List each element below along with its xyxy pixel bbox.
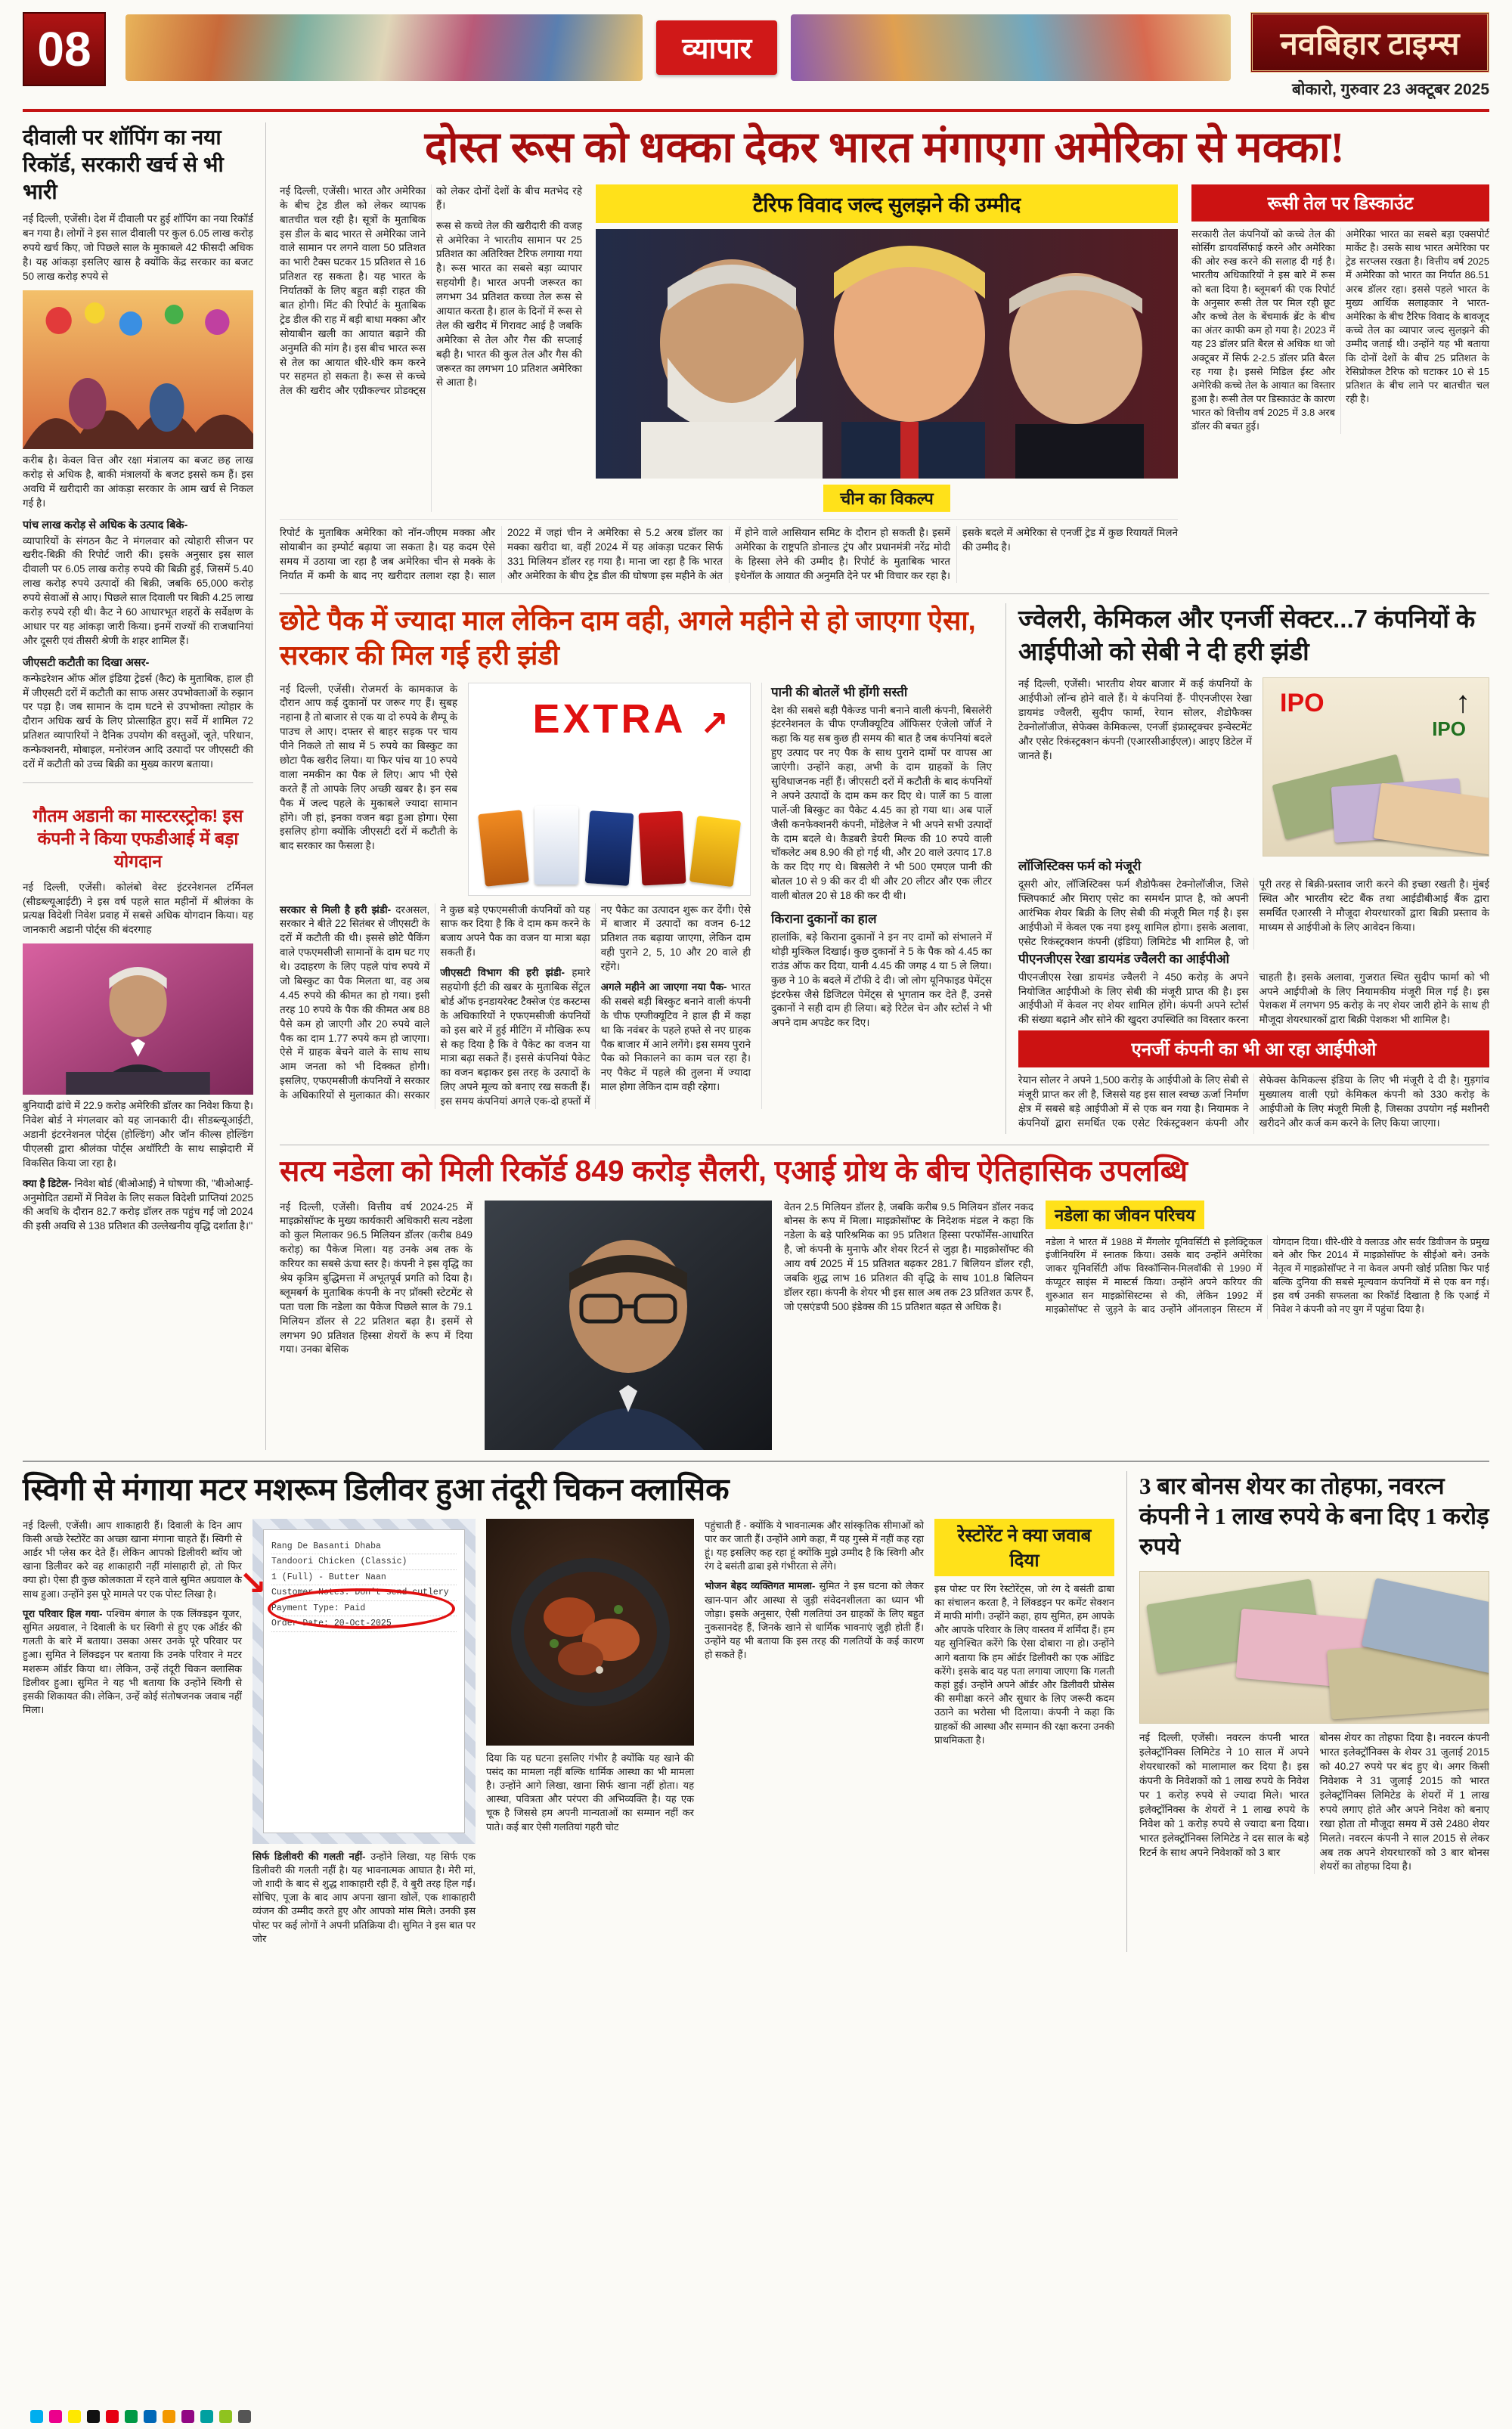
pack-columns <box>280 903 751 1109</box>
color-mark-teal <box>200 2410 213 2423</box>
currency-photo <box>1139 1571 1489 1724</box>
oil-para2: अमेरिका भारत का सबसे बड़ा एक्सपोर्ट मार्केट है। उसके साथ भारत अमेरिका पर ट्रेड सरप्लस रखता है। वित्तीय वर्ष 2025 में अमेरिका को भारत का निर्यात 86.51 अरब डॉलर रहा। इससे पहले भारत के मुख्य आर्थिक सलाहकार ने भारत-अमेरिका के बीच टैरिफ विवाद के बावजूद कच्चे तेल का व्यापार जल्द सुलझने की उम्मीद जताई थी। उन्होंने यह भी बताया कि दोनों देशों के बीच 25 प्रतिशत के रेसिप्रोकल टैरिफ को घटाकर 10 से 15 प्रतिशत के बीच लाने पर बातचीत चल रही है। <box>1346 228 1489 405</box>
swiggy-col4 <box>705 1519 924 1952</box>
product-packs <box>469 806 750 885</box>
receipt-line: Tandoori Chicken (Classic) <box>271 1554 457 1570</box>
ipo-sub2-text: पीएनजीएस रेखा डायमंड ज्वैलरी ने 450 करोड़ के अपने नियोजित आईपीओ के लिए सेबी की मंजूरी प्राप्त की है। इस आईपीओ में केवल नए शेयर शामिल होंगे। कंपनी अपने स्टोर्स की संख्या बढ़ाने और सोने की खुदरा उपस्थिति का विस्तार करना चाहती है। इसके अलावा, गुजरात स्थित सुदीप फार्मा को भी अपने आईपीओ के लिए नियामकीय मंजूरी मिल गई है। इस पेशकश में लगभग 95 करोड़ के नए शेयर जारी होने के साथ ही मौजूदा शेयरधारकों द्वारा बिक्री पेशकश भी शामिल है। <box>1018 971 1489 1026</box>
red-arrow-annotation: ↘ <box>239 1564 267 1602</box>
ipo-label-2: IPO <box>1432 717 1466 741</box>
swiggy-sub1-head: पूरा परिवार हिल गया- <box>23 1607 103 1619</box>
nadella-col1: नई दिल्ली, एजेंसी। वित्तीय वर्ष 2024-25 में माइक्रोसॉफ्ट के मुख्य कार्यकारी अधिकारी सत्य नडेला को कुल मिलाकर 96.5 मिलियन डॉलर (करीब 849 करोड़) का पैकेज मिला। यह उनके अब तक के करियर का सबसे ऊंचा स्तर है। कंपनी ने इस वृद्धि का श्रेय कृत्रिम बुद्धिमत्ता में अभूतपूर्व प्रगति को दिया है। ब्लूमबर्ग के मुताबिक कंपनी के नए प्रॉक्सी स्टेटमेंट से पता चला कि नडेला का पैकेज पिछले साल के 79.1 मिलियन डॉलर से 22 प्रतिशत बढ़ा है। इसमें से लगभग 90 प्रतिशत हिस्सा शेयरों के रूप में दिया गया। उनका बेसिक <box>280 1201 472 1355</box>
biscuit-pack <box>478 810 529 887</box>
masthead: नवबिहार टाइम्स <box>1250 12 1489 73</box>
swiggy-sub3-text: सुमित ने इस घटना को लेकर खान-पान और आस्था से जुड़ी संवेदनशीलता का ध्यान भी जोड़ा। इसके अनुसार, ऐसी गलतियां उन ग्राहकों के लिए बहुत नुकसानदेह हैं, जिनके खाने से धार्मिक भावनाएं जुड़ी होती हैं। उन्होंने यह भी बताया कि इस तरह की गलतियों के कई कारण हो सकते हैं। <box>705 1580 924 1661</box>
pack-sub3 <box>601 981 751 1095</box>
pack-row1 <box>280 683 751 896</box>
ipo-sub2-cols <box>1018 971 1489 1031</box>
bio-text: नडेला ने भारत में 1988 में मैंगलोर यूनिवर्सिटी से इलेक्ट्रिकल इंजीनियरिंग में स्नातक किया। उसके बाद उन्होंने अमेरिका जाकर यूनिवर्सिटी ऑफ विस्कॉन्सिन-मिलवॉकी से 1990 में कंप्यूटर साइंस में मास्टर्स किया। उन्होंने अपने करियर की शुरुआत सन माइक्रोसिस्टम्स से की, लेकिन 1992 में माइक्रोसॉफ्ट से जुड़ने के बाद उन्होंने ऑनलाइन सिस्टम में योगदान दिया। धीरे-धीरे वे क्लाउड और सर्वर डिवीजन के प्रमुख बने और फिर 2014 में माइक्रोसॉफ्ट के सीईओ बने। उनके नेतृत्व में माइक्रोसॉफ्ट ने ना केवल अपनी खोई प्रतिष्ठा फिर पाई बल्कि दुनिया की सबसे मूल्यवान कंपनियों में से एक बन गई। इस वर्ष उनकी सफलता का रिकॉर्ड दिखाता है कि एआई में निवेश ने कंपनी को नए युग में पहुंचा दिया है। <box>1046 1235 1489 1315</box>
energy-ipo-banner: एनर्जी कंपनी का भी आ रहा आईपीओ <box>1018 1030 1489 1067</box>
pack-headline: छोटे पैक में ज्यादा माल लेकिन दाम वही, अगले महीने से हो जाएगा ऐसा, सरकार की मिल गई हरी झंडी <box>280 605 976 671</box>
maize-para3: रिपोर्ट के मुताबिक अमेरिका को नॉन-जीएम मक्का और सोयाबीन का इम्पोर्ट बढ़ाया जा सकता है। यह कदम ऐसे समय में उठाया जा रहा है जब अमेरिका चीन से मक्के के निर्यात में कमी के बाद नए खरीदार तलाश रहा है। साल 2022 में जहां चीन ने अमेरिका से 5.2 अरब डॉलर का मक्का खरीदा था, वहीं 2024 में यह आंकड़ा घटकर सिर्फ 331 मिलियन डॉलर रह गया है। माना जा रहा है कि भारत और अमेरिका के बीच ट्रेड डील की घोषणा इस महीने के अंत में होने वाले आसियान समिट के दौरान हो सकती है। इसमें अमेरिका के राष्ट्रपति डोनाल्ड ट्रंप और प्रधानमंत्री नरेंद्र मोदी के हिस्सा लेने की उम्मीद है। रिपोर्ट के मुताबिक भारत इथेनॉल के आयात की अनुमति देने पर भी विचार कर रहा है। इसके बदले में अमेरिका से एनर्जी ट्रेड में कुछ रियायतें मिलने की उम्मीद है। <box>280 526 1178 581</box>
shampoo-pack <box>585 810 634 886</box>
color-mark-magenta <box>49 2410 62 2423</box>
extra-label: EXTRA <box>532 696 686 742</box>
pack-sub1-head: सरकार से मिली है हरी झंडी- <box>280 903 392 916</box>
swiggy-body <box>23 1519 1114 1952</box>
ipo-sub1-cols <box>1018 878 1489 949</box>
shopping-photo <box>23 290 253 449</box>
article-ipo-sebi <box>1005 603 1489 1133</box>
nadella-headline: सत्य नडेला को मिली रिकॉर्ड 849 करोड़ सैलरी, एआई ग्रोथ के बीच ऐतिहासिक उपलब्धि <box>280 1154 1188 1188</box>
masthead-column <box>1250 12 1489 100</box>
adani-subhead: क्या है डिटेल- <box>23 1177 72 1189</box>
up-arrow-icon: ↗ <box>699 703 729 743</box>
color-mark-black <box>87 2410 100 2423</box>
swiggy-col4-text: पहुंचाती हैं - क्योंकि ये भावनात्मक और सांस्कृतिक सीमाओं को पार कर जाती हैं। उन्होंने आगे कहा, मैं यह गुस्से में नहीं कह रहा हूं। यह इसलिए कह रहा हूं क्योंकि मुझे उम्मीद है कि स्विगी और रंग दे बसंती ढाबा इसे गंभीरता से लेंगे। <box>705 1519 924 1572</box>
diwali-subhead2: जीएसटी कटौती का दिखा असर- <box>23 656 150 669</box>
oil-discount-banner: रूसी तेल पर डिस्काउंट <box>1191 184 1489 222</box>
pack-sub1-text: दरअसल, सरकार ने बीते 22 सितंबर से जीएसटी के दरों में कटौती की थी। इससे छोटे पैकिंग वाले एफएमसीजी सामानों के दाम घट गए थे। उदाहरण के लिए पहले पांच रुपये में जो बिस्कुट का पैक मिलता था, वह अब 4.45 रुपये की कीमत का हो गया। इसी तरह 10 रुपये के पैक की कीमत अब 88 पैसे कम हो जाएगी और 20 रुपये वाले पैक का दाम 1.77 रुपये कम हो जाएगा। ऐसे में ग्राहक बेचने वाले के साथ साथ आम जनता को भी दिक्कत होगी। इसलिए, एफएमसीजी कंपनियों ने सरकार के अधिकारियों से मुलाकात की। सरकार ने कुछ बड़े एफएमसीजी कंपनियों को यह साफ कर दिया है कि वे दाम कम करने के बजाय अपने पैक का वजन या मात्रा बढ़ा सकती हैं। <box>280 903 590 1101</box>
color-mark-purple <box>181 2410 194 2423</box>
adani-kicker: गौतम अडानी का मास्टरस्ट्रोक! इस कंपनी ने किया एफडीआई में बड़ा योगदान <box>33 805 243 871</box>
article-small-packs <box>280 603 992 1133</box>
swiggy-sub2-text: उन्होंने लिखा, यह सिर्फ एक डिलीवरी की गलती नहीं है। यह भावनात्मक आघात है। मेरी मां, जो शादी के बाद से शुद्ध शाकाहारी रही हैं, वे बुरी तरह हिल गईं। सोचिए, पूजा के बाद आप अपना खाना खोलें, एक शाकाहारी व्यंजन की उम्मीद करते हुए और आपको मांस मिले। उनकी इस पोस्ट पर कई लोगों ने अपनी प्रतिक्रिया दी। सुमित ने इस बात पर जोर <box>253 1850 476 1944</box>
receipt-line: Customer Notes: Don't send cutlery <box>271 1585 457 1601</box>
maize-para2: रूस से कच्चे तेल की खरीदारी की वजह से अमेरिका ने भारतीय सामान पर 25 प्रतिशत का अतिरिक्त टैरिफ लगाया गया है। रूस भारत का सबसे बड़ा व्यापार सहयोगी है। भारत अपनी जरूरत का लगभग 34 प्रतिशत कच्चा तेल रूस से आयात करता है। हाल के दिनों में रूस से तेल की खरीद में गिरावट आई है जबकि अमेरिका से तेल और गैस की सप्लाई बढ़ी है। भारत की कुल तेल और गैस की जरूरत का लगभग 10 प्रतिशत अमेरिका से आता है। <box>436 219 582 389</box>
oil-discount-text <box>1191 228 1489 434</box>
pack-main <box>280 683 751 1109</box>
ipo-para1: नई दिल्ली, एजेंसी। भारतीय शेयर बाजार में कई कंपनियों के आईपीओ लॉन्च होने वाले हैं। ये कंपनियां हैं- पीएनजीएस रेखा डायमंड ज्वैलरी, सुदीप फार्मा, रेयान सोलर, शैडोफैक्स टेक्नोलॉजीज, सेफेक्स केमिकल्स, एनर्जी इंफ्रास्ट्रक्चर इन्वेस्टमेंट और एसेट रिकंस्ट्रक्शन कंपनी (एआरसीआईएल)। आइए डिटेल में जानते हैं। <box>1018 678 1252 761</box>
article-maize-trade <box>280 124 1489 583</box>
ipo-red-cols <box>1018 1074 1489 1134</box>
article-nadella-salary <box>280 1145 1489 1450</box>
diwali-headline: दीवाली पर शॉपिंग का नया रिकॉर्ड, सरकारी खर्च से भी भारी <box>23 125 224 203</box>
maize-para1: नई दिल्ली, एजेंसी। भारत और अमेरिका के बीच ट्रेड डील को लेकर व्यापक बातचीत चल रही है। सूत्रों के मुताबिक इस डील के बाद भारत से अमेरिका जाने वाले सामान पर लगने वाला 50 प्रतिशत का भारी टैक्स घटकर 15 प्रतिशत से 16 प्रतिशत रह सकता है। यह भारत के निर्यातकों के लिए बहुत बड़ी राहत की बात होगी। मिंट की रिपोर्ट के मुताबिक ट्रेड डील की राह में बड़ी बाधा मक्का और सोयाबीन खली का आयात बढ़ाने की अनुमति की मांग है। इस बीच भारत रूस से तेल का आयात धीरे-धीरे कम करने पर सहमत हो सकता है। रूस से कच्चे तेल की खरीद और एग्रीकल्चर प्रोडक्ट्स को लेकर दोनों देशों के बीच मतभेद रहे हैं। <box>280 184 582 397</box>
color-mark-green <box>125 2410 138 2423</box>
maize-center <box>596 184 1178 512</box>
restaurant-reply-text: इस पोस्ट पर रिंग रेस्टोरेंट्स, जो रंग दे बसंती ढाबा का संचालन करता है, ने लिंक्डइन पर कमेंट सेक्शन में माफी मांगी। उन्होंने कहा, हाय सुमित, हम आपके और आपके परिवार के लिए वास्तव में शर्मिंदा हैं। हम यह सुनिश्चित करेंगे कि ऐसा दोबारा ना हो। उन्होंने आगे बताया कि हम ऑर्डर डिलीवरी का एक ऑडिट करेंगे। इसके बाद यह पता लगाया जाएगा कि गलती कहां हुई। उन्होंने अपने ऑर्डर और डिलीवरी प्रोसेस की समीक्षा करने और सुधार के लिए जरूरी कदम उठाने का भरोसा भी दिलाया। कंपनी ने कहा कि ग्राहकों की आस्था और सम्मान की रक्षा करना उनकी प्राथमिकता है। <box>934 1582 1114 1746</box>
soap-pack <box>534 806 578 885</box>
adani-photo <box>23 943 253 1095</box>
ipo-headline: ज्वेलरी, केमिकल और एनर्जी सेक्टर...7 कंपनियों के आईपीओ को सेबी ने दी हरी झंडी <box>1018 605 1476 666</box>
namkeen-pack <box>639 810 686 885</box>
kirana-head: किराना दुकानों का हाल <box>771 912 877 927</box>
pack-body <box>280 683 992 1109</box>
ipo-label: IPO <box>1280 689 1325 718</box>
swiggy-headline: स्विगी से मंगाया मटर मशरूम डिलीवर हुआ तंदूरी चिकन क्लासिक <box>23 1471 730 1507</box>
color-mark-blue <box>144 2410 156 2423</box>
pack-sub2-head: जीएसटी विभाग की हरी झंडी- <box>440 967 565 979</box>
article-adani-fdi <box>23 782 253 1234</box>
receipt-paper <box>263 1529 465 1833</box>
growth-arrow-icon: ↑ <box>1455 686 1470 720</box>
swiggy-intro: नई दिल्ली, एजेंसी। आप शाकाहारी हैं। दिवाली के दिन आप किसी अच्छे रेस्टोरेंट का अच्छा खाना मंगाना चाहते हैं। स्विगी से आर्डर भी प्लेस कर देते हैं। लेकिन आपको डिलीवरी ब्वॉय जो खाना डिलीवर करे वह शाकाहारी नहीं मांसाहारी हो, तो फिर क्या हो। ऐसा ही कुछ कोलकाता में रहने वाले सुमित अग्रवाल के साथ हुआ। उन्होंने इस पूरे मामले पर एक पोस्ट लिखा है। <box>23 1519 242 1600</box>
pack-sub3-head: अगले महीने आ जाएगा नया पैक- <box>600 981 727 993</box>
swiggy-col5 <box>934 1519 1114 1952</box>
left-column <box>23 122 266 1450</box>
maize-headline: दोस्त रूस को धक्का देकर भारत मंगाएगा अमेरिका से मक्का! <box>424 124 1345 172</box>
bonus-headline: 3 बार बोनस शेयर का तोहफा, नवरत्न कंपनी ने 1 लाख रुपये के बना दिए 1 करोड़ रुपये <box>1139 1472 1489 1560</box>
receipt-line: Order Date: 20-Oct-2025 <box>271 1616 457 1632</box>
collage-photo-left <box>125 14 643 81</box>
maize-below-text <box>280 519 1178 584</box>
diwali-para4: कन्फेडरेशन ऑफ ऑल इंडिया ट्रेडर्स (कैट) के मुताबिक, हाल ही में जीएसटी दरों में कटौती का साफ असर उपभोक्ताओं के रुझान पर पड़ा है। जब सामान के दाम घटने से उपभोक्ता त्योहार के दौरान अधिक खर्च के लिए प्रोत्साहित हुए। सर्वे में शामिल 72 प्रतिशत व्यापारियों ने दैनिक उपयोग की वस्तुओं, जूते, परिधान, कन्फेक्शनरी, मोबाइल, मनोरंजन आदि उत्पादों पर जीएसटी की दरों में कटौती को उच्च बिक्री का मुख्य कारण बताया। <box>23 672 253 770</box>
color-mark-gray <box>238 2410 251 2423</box>
chips-pack <box>689 815 741 886</box>
kirana-text: हालांकि, बड़े किराना दुकानों ने इन नए दामों को संभालने में थोड़ी मुश्किल दिखाई। कुछ दुकानों ने 5 के पैक को 4.45 का राउंड ऑफ कर दिया, यानी 4.45 की जगह 4 या 5 ले लिया। कुछ ने 10 के बदले में टॉफी दे दी। जो लोग यूनिफाइड पेमेंट्स इंटरफेस जैसे डिजिटल पेमेंट्स से भुगतान कर देते हैं, उनसे दुकानों ने सही दाम ही लिया। बड़े रिटेल चेन और स्टोर्स ने भी अपने दाम अपडेट कर दिए। <box>771 931 992 1029</box>
color-mark-yellow <box>68 2410 81 2423</box>
nadella-bio-sidebar <box>1046 1201 1489 1450</box>
section-label: व्यापार <box>656 20 777 75</box>
bonus-columns <box>1139 1731 1489 1874</box>
oil-para1: सरकारी तेल कंपनियों को कच्चे तेल की सोर्सिंग डायवर्सिफाई करने और अमेरिका की ओर रुख करने की सलाह दी गई है। भारतीय अधिकारियों ने इस बारे में रूस को बता दिया है। ब्लूमबर्ग की एक रिपोर्ट के अनुसार रूसी तेल पर मिल रही छूट और कच्चे तेल के बेंचमार्क ब्रेंट के बीच का अंतर काफी कम हो गया है। 2023 में यह 23 डॉलर प्रति बैरल से अधिक था जो अक्टूबर में सिर्फ 2-2.5 डॉलर प्रति बैरल रह गया है। इससे मिडिल ईस्ट और अमेरिकी कच्चे तेल के आयात का विस्तार हुआ है। रूसी तेल पर डिस्काउंट के कारण भारत को वित्तीय वर्ष 2025 में 3.8 अरब डॉलर की बचत हुई। <box>1191 228 1335 432</box>
color-mark-cyan <box>30 2410 43 2423</box>
maize-left-text <box>280 184 582 512</box>
receipt-line: Rang De Basanti Dhaba <box>271 1539 457 1555</box>
swiggy-sub2-head: सिर्फ डिलीवरी की गलती नहीं- <box>253 1850 366 1862</box>
bonus-col1: नई दिल्ली, एजेंसी। नवरत्न कंपनी भारत इलेक्ट्रॉनिक्स लिमिटेड ने 10 साल में अपने शेयरधारकों को मालामाल कर दिया है। इस कंपनी के निवेशकों को 1 लाख रुपये के निवेश पर 1 करोड़ रुपये से ज्यादा मिले। भारत इलेक्ट्रॉनिक्स के शेयरों ने 1 लाख रुपये के निवेश को 1 करोड़ रुपये से ज्यादा बना दिया। भारत इलेक्ट्रॉनिक्स लिमिटेड ने दस साल के बड़े रिटर्न के साथ अपने निवेशकों को 3 बार <box>1139 1732 1309 1858</box>
diwali-subhead1: पांच लाख करोड़ से अधिक के उत्पाद बिके- <box>23 519 188 531</box>
page-header <box>0 0 1512 100</box>
swiggy-sub3-head: भोजन बेहद व्यक्तिगत मामला- <box>705 1580 816 1592</box>
bio-head: नडेला का जीवन परिचय <box>1046 1201 1204 1229</box>
dateline: बोकारो, गुरुवार 23 अक्टूबर 2025 <box>1291 81 1489 98</box>
diwali-para1: नई दिल्ली, एजेंसी। देश में दीवाली पर हुई शॉपिंग का नया रिकॉर्ड बन गया है। लोगों ने इस साल दीवाली पर कुल 6.05 लाख करोड़ रुपये खर्च किए, जो पिछले साल के मुकाबले 42 फीसदी अधिक है। यह आंकड़ा इसलिए खास है क्योंकि केंद्र सरकार का बजट 50 लाख करोड़ रुपये से <box>23 213 253 283</box>
swiggy-sub2 <box>253 1850 476 1946</box>
diwali-para3: व्यापारियों के संगठन कैट ने मंगलवार को त्योहारी सीजन पर खरीद-बिक्री की रिपोर्ट जारी की। इसके अनुसार इस साल दीवाली पर 6.05 लाख करोड़ रुपये की बिक्री हुई, जिसमें 5.40 लाख करोड़ रुपये उत्पादों की बिक्री, जबकि 65,000 करोड़ रुपये सेवाओं से आए। पिछले साल दिवाली पर बिक्री 4.25 लाख करोड़ रुपये रही थी। कैट ने 60 आधारभूत शहरों के सर्वेक्षण के आधार पर यह आंकड़ा जारी किया। इनमें राज्यों की राजधानियां और दूसरी एवं तीसरी श्रेणी के शहर शामिल हैं। <box>23 534 253 646</box>
article-swiggy-order <box>23 1471 1114 1953</box>
ipo-sub1-head: लॉजिस्टिक्स फर्म को मंजूरी <box>1018 859 1142 874</box>
diwali-para2: करीब है। केवल वित्त और रक्षा मंत्रालय का बजट छह लाख करोड़ से अधिक है, बाकी मंत्रालयों के बजट इससे कम हैं। इस अवधि में खरीदारी का आंकड़ा सरकार के आम खर्च से निकल गई है। <box>23 454 253 509</box>
red-circle-annotation <box>268 1588 455 1629</box>
extra-pack-photo <box>468 683 751 896</box>
receipt-line: Payment Type: Paid <box>271 1601 457 1617</box>
nadella-col2: वेतन 2.5 मिलियन डॉलर है, जबकि करीब 9.5 मिलियन डॉलर नकद बोनस के रूप में मिला। माइक्रोसॉफ्ट के निदेशक मंडल ने कहा कि नडेला के बड़े पारिश्रमिक का 95 प्रतिशत हिस्सा परफॉर्मेंस-आधारित है, जो कंपनी के मुनाफे और शेयर रिटर्न से जुड़ा है। माइक्रोसॉफ्ट की आय वर्ष 2025 में 15 प्रतिशत बढ़कर 281.7 बिलियन डॉलर रही, जबकि शुद्ध लाभ 16 प्रतिशत की वृद्धि के साथ 101.8 बिलियन डॉलर रहा। कंपनी के शेयर भी इस साल अब तक 23 प्रतिशत ऊपर हैं, जो एसएंडपी 500 इंडेक्स की 15 प्रतिशत बढ़त से अधिक है। <box>784 1201 1033 1312</box>
swiggy-sub3 <box>705 1579 924 1662</box>
adani-para2: बुनियादी ढांचे में 22.9 करोड़ अमेरिकी डॉलर का निवेश किया है। निवेश बोर्ड ने मंगलवार को यह जानकारी दी। सीडब्ल्यूआईटी, अडानी इंटरनेशनल पोर्ट्स (होल्डिंग) और जॉन कील्स होल्डिंग पीएलसी द्वारा श्रीलंका पोर्ट्स अथॉरिटी के साथ साझेदारी में विकसित किया जा रहा है। <box>23 1100 253 1169</box>
bio-cols <box>1046 1235 1489 1319</box>
pack-sub3-text: भारत की सबसे बड़ी बिस्कुट बनाने वाली कंपनी के चीफ एग्जीक्यूटिव ने हाल ही में कहा था कि नवंबर के पहले हफ्ते से नए ग्राहक पैक बाजार में आने लगेंगे। इस समय पुराने पैक को निकालने का काम चल रहा है। नए पैकेट में पहले की तुलना में ज्यादा माल होगा लेकिन दाम वही रहेगा। <box>600 981 751 1093</box>
tariff-banner: टैरिफ विवाद जल्द सुलझने की उम्मीद <box>596 184 1178 223</box>
print-color-marks <box>30 2410 251 2423</box>
currency-note <box>1374 783 1489 857</box>
pack-sub2-text: हमारे सहयोगी ईटी की खबर के मुताबिक सेंट्रल बोर्ड ऑफ इनडायरेक्ट टैक्सेज एंड कस्टम्स के अधिकारियों ने एफएमसीजी कंपनियों को इस बारे में हुई मीटिंग में मौखिक रूप से कह दिया है कि वे पैकेट का वजन या मात्रा बढ़ा सकते हैं। इससे कंपनियां पैकेट का वजन बढ़ाकर इस तरह के उत्पादों के लिए अपने मूल्य को बनाए रख सकती हैं। इस समय कंपनियां अगले एक-दो हफ्तों में नए पैकेट का उत्पादन शुरू कर देंगी। ऐसे में बाजार में उत्पादों का वजन 6-12 प्रतिशत तक बढ़ाया जाएगा, लेकिन दाम वही पुराने 2, 5, 10 और 20 वाले ही रहेंगे। <box>440 903 751 1108</box>
swiggy-col2 <box>239 1519 476 1952</box>
nadella-photo <box>485 1201 772 1450</box>
page-content <box>0 112 1512 1952</box>
ipo-top <box>1018 677 1489 857</box>
collage-photo-right <box>791 14 1231 81</box>
ipo-sub2-head: पीएनजीएस रेखा डायमंड ज्वैलरी का आईपीओ <box>1018 951 1229 966</box>
swiggy-col3 <box>486 1519 694 1952</box>
leaders-photo-caption: चीन का विकल्प <box>823 485 950 512</box>
color-mark-red <box>106 2410 119 2423</box>
receipt-line: 1 (Full) - Butter Naan <box>271 1570 457 1586</box>
adani-para3: निवेश बोर्ड (बीओआई) ने घोषणा की, ''बीओआई-अनुमोदित उद्यमों में निवेश के लिए सकल विदेशी प्राप्तियां 2025 की अवधि के दौरान 82.7 करोड़ डॉलर तक पहुंच गईं जो 2024 की इसी अवधि से 138 प्रतिशत की उल्लेखनीय वृद्धि दर्शाता है।'' <box>23 1177 253 1232</box>
mid-row <box>280 593 1489 1133</box>
bottom-row <box>23 1461 1489 1953</box>
swiggy-sub1 <box>23 1607 242 1718</box>
swiggy-sub1-text: पश्चिम बंगाल के एक लिंक्डइन यूजर, सुमित अग्रवाल, ने दिवाली के घर स्विगी से हुए एक ऑर्डर की गलती के बारे में बताया। उसका असर उनके पूरे परिवार पर हुआ। सुमित ने लिंक्डइन पर बताया कि उनके परिवार ने मटर मशरूम ऑर्डर किया था। लेकिन, उन्हें तंदूरी चिकन क्लासिक डिलीवर हुआ। सुमित ने यह भी बताया कि उन्होंने स्विगी से इसकी शिकायत की। लेकिन, उन्हें कोई संतोषजनक जवाब नहीं मिला। <box>23 1607 242 1716</box>
swiggy-col1 <box>23 1519 242 1952</box>
water-head: पानी की बोतलें भी होंगी सस्ती <box>771 684 908 699</box>
water-text: देश की सबसे बड़ी पैकेज्ड पानी बनाने वाली कंपनी, बिसलेरी इंटरनेशनल के चीफ एग्जीक्यूटिव ऑफिसर एंजेलो जॉर्ज ने कहा कि यह सब कुछ ही समय की बात है जब कंपनियां बदले हुए उत्पाद पर नए पैक के साथ पुराने दामों पर वापस आ जाएंगी। उन्होंने कहा, अभी के दाम ग्राहकों के लिए सुविधाजनक नहीं हैं। जीएसटी दरों में कटौती के बाद कंपनियों ने अपने उत्पादों के दाम कम कर दिए थे। पार्ले का 5 वाला पार्ले-जी बिस्कुट का पैकेट 4.45 का हो गया था। अब पार्ले जैसी कनफेक्शनरी कंपनी, मोंडेलेज ने भी अपने सभी उत्पादों के दाम बदले थे। कैडबरी डेयरी मिल्क की 10 रुपये वाली चॉकलेट अब 8.90 की हो गई थी, और 20 वाले उत्पाद 17.8 के कर दिए गए थे। बिसलेरी ने भी 500 एमएल पानी की बोतल 10 से 9 की कर दी थी और 20 लीटर और एक लीटर वाली बोतल 20 से 18 की कर दी थी। <box>771 704 992 902</box>
page-number: 08 <box>23 12 106 86</box>
color-mark-orange <box>163 2410 175 2423</box>
article-diwali-shopping <box>23 124 253 772</box>
restaurant-reply-head: रेस्टोरेंट ने क्या जवाब दिया <box>934 1519 1114 1576</box>
leaders-photo <box>596 229 1178 479</box>
right-area <box>280 122 1489 1450</box>
bonus-col2: बोनस शेयर का तोहफा दिया है। नवरत्न कंपनी भारत इलेक्ट्रॉनिक्स के शेयर 31 जुलाई 2015 को 40.27 रुपये पर बंद हुए थे। अगर किसी निवेशक ने 31 जुलाई 2015 को भारत इलेक्ट्रॉनिक्स लिमिटेड के शेयरों में 1 लाख रुपये लगाए होते और अपने निवेश को बनाए रखा होता तो मौजूदा समय में उसे 2480 शेयर मिलते। नवरत्न कंपनी ने साल 2015 से लेकर अब तक अपने शेयरधारकों को 3 बार बोनस शेयरों का तोहफा दिया है। <box>1319 1732 1489 1873</box>
ipo-photo <box>1263 677 1489 857</box>
color-mark-lime <box>219 2410 232 2423</box>
ipo-sub1-text: दूसरी ओर, लॉजिस्टिक्स फर्म शैडोफैक्स टेक्नोलॉजीज, जिसे फ्लिपकार्ट और मिराए एसेट का समर्थन प्राप्त है, को अपनी आरंभिक शेयर बिक्री के लिए सेबी की मंजूरी मिल गई है। इस आईपीओ में केवल एक नया इश्यू शामिल होगा। इसके अलावा, एसेट रिकंस्ट्रक्शन कंपनी (इंडिया) लिमिटेड भी शामिल है, जो पूरी तरह से बिक्री-प्रस्ताव जारी करने की इच्छा रखती है। मुंबई स्थित और भारतीय स्टेट बैंक तथा आईडीबीआई बैंक द्वारा समर्थित एआरसी ने मौजूदा शेयरधारकों द्वारा बिक्री प्रस्ताव के माध्यम से आईपीओ के लिए आवेदन किया। <box>1018 878 1489 947</box>
nadella-body <box>280 1201 1489 1450</box>
pack-para1: नई दिल्ली, एजेंसी। रोजमर्रा के कामकाज के दौरान आप कई दुकानों पर जरूर गए हैं। सुबह नहाना है तो बाजार से एक या दो रुपये के शैम्पू के पाउच ले आए। दफ्तर से बाहर सड़क पर चाय पीने निकले तो साथ में 5 रुपये का बिस्कुट का छोटा पैक खरीद लिया। या फिर पांच या 10 रुपये वाला नमकीन का पैक ले लिए। आप भी ऐसे करते हैं तो आपके लिए अच्छी खबर है। इन सब पैक में जल्द पहले के मुकाबले ज्यादा सामान होंगे। जी हां, इनका वजन बढ़ा हुआ होगा। ऐसा इसलिए होगा क्योंकि जीएसटी दरों में कटौती के बाद सरकार का फैसला है। <box>280 683 457 852</box>
ipo-red-text: रेयान सोलर ने अपने 1,500 करोड़ के आईपीओ के लिए सेबी से मंजूरी प्राप्त कर ली है, जिससे यह इस साल स्वच्छ ऊर्जा निर्माण क्षेत्र में सबसे बड़े आईपीओ में से एक बन गया है। नियामक ने कंपनियों द्वारा समर्थित एक एसेट रिकंस्ट्रक्शन कंपनी और सेफेक्स केमिकल्स इंडिया के लिए भी मंजूरी दे दी है। गुड़गांव मुख्यालय वाली एग्रो केमिकल कंपनी को 330 करोड़ के आईपीओ के लिए मंजूरी मिली है, जिसका उपयोग नई मशीनरी खरीदने और कर्ज कम करने के लिए किया जाएगा। <box>1018 1074 1489 1129</box>
maize-grid <box>280 184 1489 584</box>
article-bonus-shares <box>1126 1471 1489 1953</box>
adani-para1: नई दिल्ली, एजेंसी। कोलंबो वेस्ट इंटरनेशनल टर्मिनल (सीडब्ल्यूआईटी) ने इस वर्ष पहले सात महीनों में श्रीलंका के प्रत्यक्ष विदेशी निवेश प्रवाह में सबसे अधिक योगदान किया। यह जानकारी अडानी पोर्ट्स की बंदरगाह <box>23 881 253 936</box>
pack-right-column <box>761 683 992 1109</box>
header-collage <box>125 12 1231 83</box>
food-photo <box>486 1519 694 1746</box>
swiggy-col3-text: दिया कि यह घटना इसलिए गंभीर है क्योंकि यह खाने की पसंद का मामला नहीं बल्कि धार्मिक आस्था का भी मामला है। उन्होंने आगे लिखा, खाना सिर्फ खाना नहीं होता। यह आस्था, पवित्रता और परंपरा की अभिव्यक्ति है। यह एक चूक है जिससे हम अपनी मान्यताओं का सम्मान नहीं कर पाते। कई बार ऐसी गलतियां गहरी चोट <box>486 1752 694 1833</box>
adani-para3-wrap <box>23 1177 253 1235</box>
receipt-photo <box>239 1519 476 1844</box>
oil-discount-sidebar <box>1191 184 1489 584</box>
